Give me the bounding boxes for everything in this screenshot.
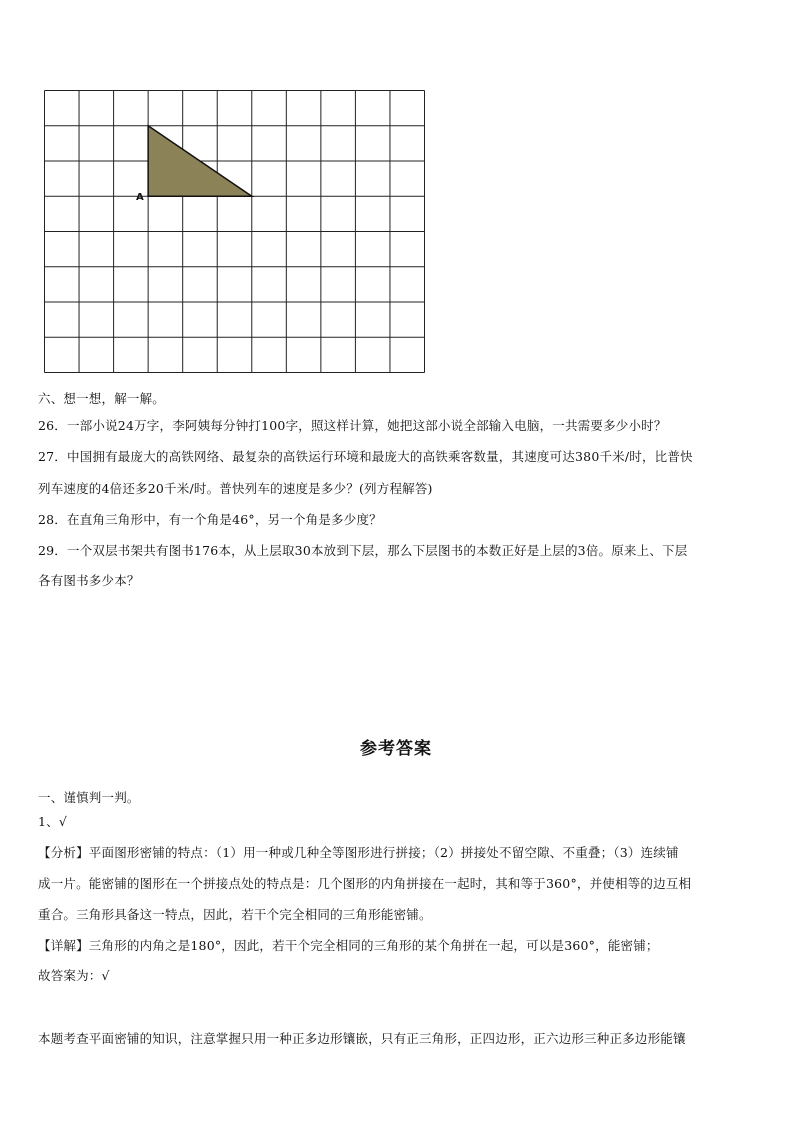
question-27-line1: 27．中国拥有最庞大的高铁网络、最复杂的高铁运行环境和最庞大的高铁乘客数量，其速度可达380千米/时，比普快	[38, 449, 693, 464]
question-27-line2: 列车速度的4倍还多20千米/时。普快列车的速度是多少？(列方程解答)	[38, 481, 433, 496]
analysis-line3: 重合。三角形具备这一特点，因此，若干个完全相同的三角形能密铺。	[38, 907, 432, 922]
question-28: 28．在直角三角形中，有一个角是46°，另一个角是多少度？	[38, 512, 382, 527]
answer-conclusion: 故答案为：√	[38, 968, 110, 983]
section6-heading: 六、想一想，解一解。	[38, 391, 166, 406]
note-line1: 本题考查平面密铺的知识，注意掌握只用一种正多边形镶嵌，只有正三角形，正四边形，正六边形三种正多边形能镶	[38, 1031, 686, 1046]
answer-item-1: 1、√	[38, 814, 68, 829]
analysis-line1: 【分析】平面图形密铺的特点：（1）用一种或几种全等图形进行拼接；（2）拼接处不留空隙、不重叠；（3）连续铺	[38, 845, 679, 860]
detail-line1: 【详解】三角形的内角之是180°，因此，若干个完全相同的三角形的某个角拼在一起，可以是360°，能密铺；	[38, 938, 659, 953]
grid-figure	[44, 90, 425, 373]
analysis-line2: 成一片。能密铺的图形在一个拼接点处的特点是：几个图形的内角拼接在一起时，其和等于360°，并使相等的边互相	[38, 876, 692, 891]
point-a-label: A	[136, 192, 144, 203]
answers-section1-heading: 一、谨慎判一判。	[38, 790, 140, 805]
question-29-line1: 29．一个双层书架共有图书176本，从上层取30本放到下层，那么下层图书的本数正好是上层的3倍。原来上、下层	[38, 543, 688, 558]
question-29-line2: 各有图书多少本？	[38, 573, 140, 588]
answers-title: 参考答案	[360, 739, 432, 759]
coordinate-grid	[44, 90, 425, 373]
question-26: 26．一部小说24万字，李阿姨每分钟打100字，照这样计算，她把这部小说全部输入电脑，一共需要多少小时？	[38, 418, 667, 433]
